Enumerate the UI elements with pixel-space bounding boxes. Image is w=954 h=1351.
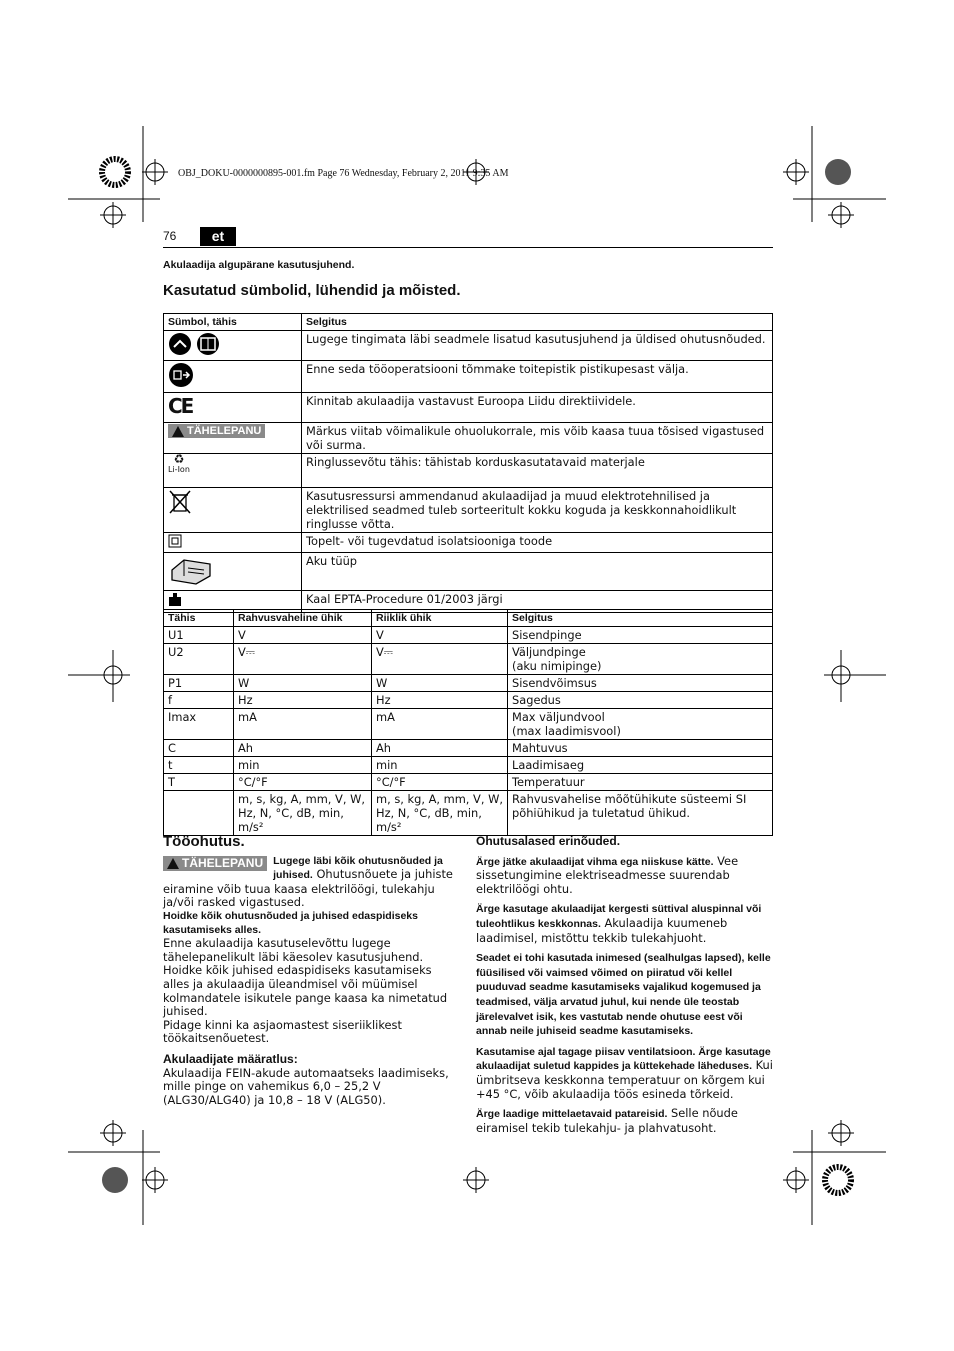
rule-bold: Ärge laadige mittelaetavaid patareisid. [476, 1108, 668, 1121]
row-text: Lugege tingimata läbi seadmele lisatud kasutusjuhend ja üldised ohutusnõuded. [302, 331, 773, 361]
rule-bold: Seadet ei tohi kasutada inimesed (sealhulgas lapsed), kelle füüsilised või vaimsed võimed on piiratud või kellel puuduvad seadme kasutamiseks vajalikud kogemused ja teadmised, välja arvatud juhul, kui nende üle teostab järelevalvet isik, kes vastutab nende ohutuse eest või annab neile juhiseid seadme kasutamiseks. [476, 952, 771, 1038]
recycle-li-ion-icon: ♻ Li-Ion [168, 452, 190, 474]
table-cell: °C/°F [234, 774, 372, 791]
table-cell: min [234, 757, 372, 774]
table-cell: C [164, 740, 234, 757]
warn-bold: Lugege läbi kõik ohutusnõuded ja juhised. [273, 854, 443, 882]
table-row [164, 774, 773, 791]
page-number: 76 [163, 229, 177, 243]
table-cell: Hz [372, 692, 508, 709]
safety-rule [476, 951, 774, 1039]
table-row [164, 644, 773, 675]
table-cell: mA [372, 709, 508, 740]
table-row [164, 791, 773, 836]
safety-warning-label: TÄHELEPANU [163, 856, 267, 872]
weight-icon [168, 595, 182, 609]
table-cell: Imax [164, 709, 234, 740]
table-row [164, 488, 773, 533]
table-cell [164, 791, 234, 836]
rule-bold: Ärge jätke akulaadijat vihma ega niiskuse kätte. [476, 855, 714, 868]
table-cell: Laadimisaeg [508, 757, 773, 774]
explanation-header: Selgitus [508, 610, 773, 627]
safety-rule [476, 902, 774, 945]
table-row [164, 361, 773, 393]
symbols-header: Sümbol, tähis [164, 314, 302, 331]
warn-text: Ohutusnõuete ja juhiste eiramine võib tuua kaasa elektrilöögi, tulekahju ja/või rasked vigastused. [163, 867, 453, 910]
table-cell: mA [234, 709, 372, 740]
table-row [164, 553, 773, 591]
table-row [164, 533, 773, 553]
safety-title: Tööohutus. [163, 833, 245, 850]
table-cell: V⎓ [372, 644, 508, 675]
national-unit-header: Riiklik ühik [372, 610, 508, 627]
keep-instructions: Hoidke kõik ohutusnõuded ja juhised edaspidiseks kasutamiseks alles. [163, 909, 418, 936]
rule-text: Selle nõude eiramisel tekib tulekahju- ja plahvatusoht. [476, 1106, 738, 1135]
row-text: Aku tüüp [302, 553, 773, 591]
table-cell: Ah [372, 740, 508, 757]
special-safety-title: Ohutusalased erinõuded. [476, 834, 621, 848]
table-cell: Sisendvõimsus [508, 675, 773, 692]
special-safety-section [476, 835, 774, 1141]
table-row [164, 675, 773, 692]
table-cell: t [164, 757, 234, 774]
table-row [164, 627, 773, 644]
row-text: Ringlussevõtu tähis: tähistab korduskasutatavaid materjale [302, 454, 773, 488]
safety-section [163, 835, 455, 1107]
table-row [164, 757, 773, 774]
double-insulation-icon [168, 537, 182, 551]
table-cell: Väljundpinge (aku nimipinge) [508, 644, 773, 675]
table-cell: m, s, kg, A, mm, V, W, Hz, N, °C, dB, min, m/s² [372, 791, 508, 836]
table-cell: W [372, 675, 508, 692]
units-table [163, 609, 773, 836]
rule-text: Vee sissetungimine elektriseadmesse suurendab elektrilöögi ohtu. [476, 853, 739, 896]
table-cell: V [372, 627, 508, 644]
ce-mark-icon: CE [168, 394, 193, 418]
safety-rule [476, 1107, 774, 1135]
table-cell: W [234, 675, 372, 692]
file-header: OBJ_DOKU-0000000895-001.fm Page 76 Wednesday, February 2, 2011 9:35 AM [178, 168, 509, 179]
language-tag: et [200, 227, 236, 246]
rule-text: Kui ümbritseva keskkonna temperatuur on kõrgem kui +45 °C, võib akulaadija töös esineda tõrkeid. [476, 1058, 773, 1101]
table-cell: U2 [164, 644, 234, 675]
purpose-title: Akulaadijate määratlus: [163, 1051, 298, 1066]
table-cell: P1 [164, 675, 234, 692]
warning-icon [172, 426, 184, 437]
table-cell: V [234, 627, 372, 644]
row-text: Kaal EPTA-Procedure 01/2003 järgi [302, 591, 773, 613]
rule-text: Akulaadija kuumeneb laadimisel, mistõttu tekkib tulekahjuoht. [476, 915, 728, 945]
table-cell: f [164, 692, 234, 709]
row-text: Kasutusressursi ammendanud akulaadijad ja muud elektrotehnilised ja elektrilised seadmed tuleb sorteeritult kokku koguda ja keskkonnahoidlikult ringlusse võtta. [302, 488, 773, 533]
table-cell: m, s, kg, A, mm, V, W, Hz, N, °C, dB, min, m/s² [234, 791, 372, 836]
table-cell: Mahtuvus [508, 740, 773, 757]
table-row [164, 454, 773, 488]
read-manual-icon [168, 345, 220, 359]
warning-icon [167, 858, 179, 869]
intl-unit-header: Rahvusvaheline ühik [234, 610, 372, 627]
table-cell: Temperatuur [508, 774, 773, 791]
table-row [164, 331, 773, 361]
safety-para-2: Pidage kinni ka asjaomastest siseriiklikest töökaitsenõuetest. [163, 1017, 402, 1046]
table-row [164, 423, 773, 454]
table-cell: T [164, 774, 234, 791]
battery-pack-icon [168, 575, 214, 589]
symbol-header: Tähis [164, 610, 234, 627]
doc-title: Akulaadija algupärane kasutusjuhend. [163, 259, 355, 271]
weee-bin-icon [168, 504, 192, 518]
purpose-text: Akulaadija FEIN-akude automaatseks laadimiseks, mille pinge on vahemikus 6,0 – 25,2 V (ALG30/ALG40) ja 10,8 – 18 V (ALG50). [163, 1065, 449, 1107]
rule-bold: Ärge kasutage akulaadijat kergesti süttival aluspinnal või tuleohtlikus keskkonnas. [476, 903, 762, 930]
warning-label: TÄHELEPANU [168, 424, 265, 438]
row-text: Enne seda tööoperatsiooni tõmmake toitepistik pistikupesast välja. [302, 361, 773, 393]
table-cell: U1 [164, 627, 234, 644]
table-cell: Rahvusvahelise mõõtühikute süsteemi SI põhiühikud ja tuletatud ühikud. [508, 791, 773, 836]
table-cell: Sagedus [508, 692, 773, 709]
table-cell: Sisendpinge [508, 627, 773, 644]
row-text: Märkus viitab võimalikule ohuolukorrale, mis võib kaasa tuua tõsised vigastused või surma. [302, 423, 773, 454]
table-cell: min [372, 757, 508, 774]
safety-para-1: Enne akulaadija kasutuselevõttu lugege tähelepanelikult läbi käesolev kasutusjuhend. Hoidke kõik juhised edaspidiseks kasutamiseks alles ja akulaadija üleandmisel või müümisel kolmandatele isikutele pange kaasa ka nimetatud juhised. [163, 936, 448, 1019]
safety-rule [476, 1045, 774, 1101]
symbols-table [163, 313, 773, 613]
unplug-icon [168, 377, 194, 391]
table-row [164, 709, 773, 740]
safety-rule [476, 855, 774, 897]
explanation-header: Selgitus [302, 314, 773, 331]
table-row [164, 740, 773, 757]
section-title: Kasutatud sümbolid, lühendid ja mõisted. [163, 282, 461, 299]
table-row [164, 692, 773, 709]
table-cell: Ah [234, 740, 372, 757]
rule-bold: Kasutamise ajal tagage piisav ventilatsioon. Ärge kasutage akulaadijat suletud kappides ja küttekehade läheduses. [476, 1045, 771, 1073]
table-cell: V⎓ [234, 644, 372, 675]
header-rule [163, 247, 773, 248]
table-row [164, 393, 773, 423]
row-text: Topelt- või tugevdatud isolatsiooniga toode [302, 533, 773, 553]
table-cell: Hz [234, 692, 372, 709]
row-text: Kinnitab akulaadija vastavust Euroopa Liidu direktiividele. [302, 393, 773, 423]
table-cell: °C/°F [372, 774, 508, 791]
table-cell: Max väljundvool (max laadimisvool) [508, 709, 773, 740]
